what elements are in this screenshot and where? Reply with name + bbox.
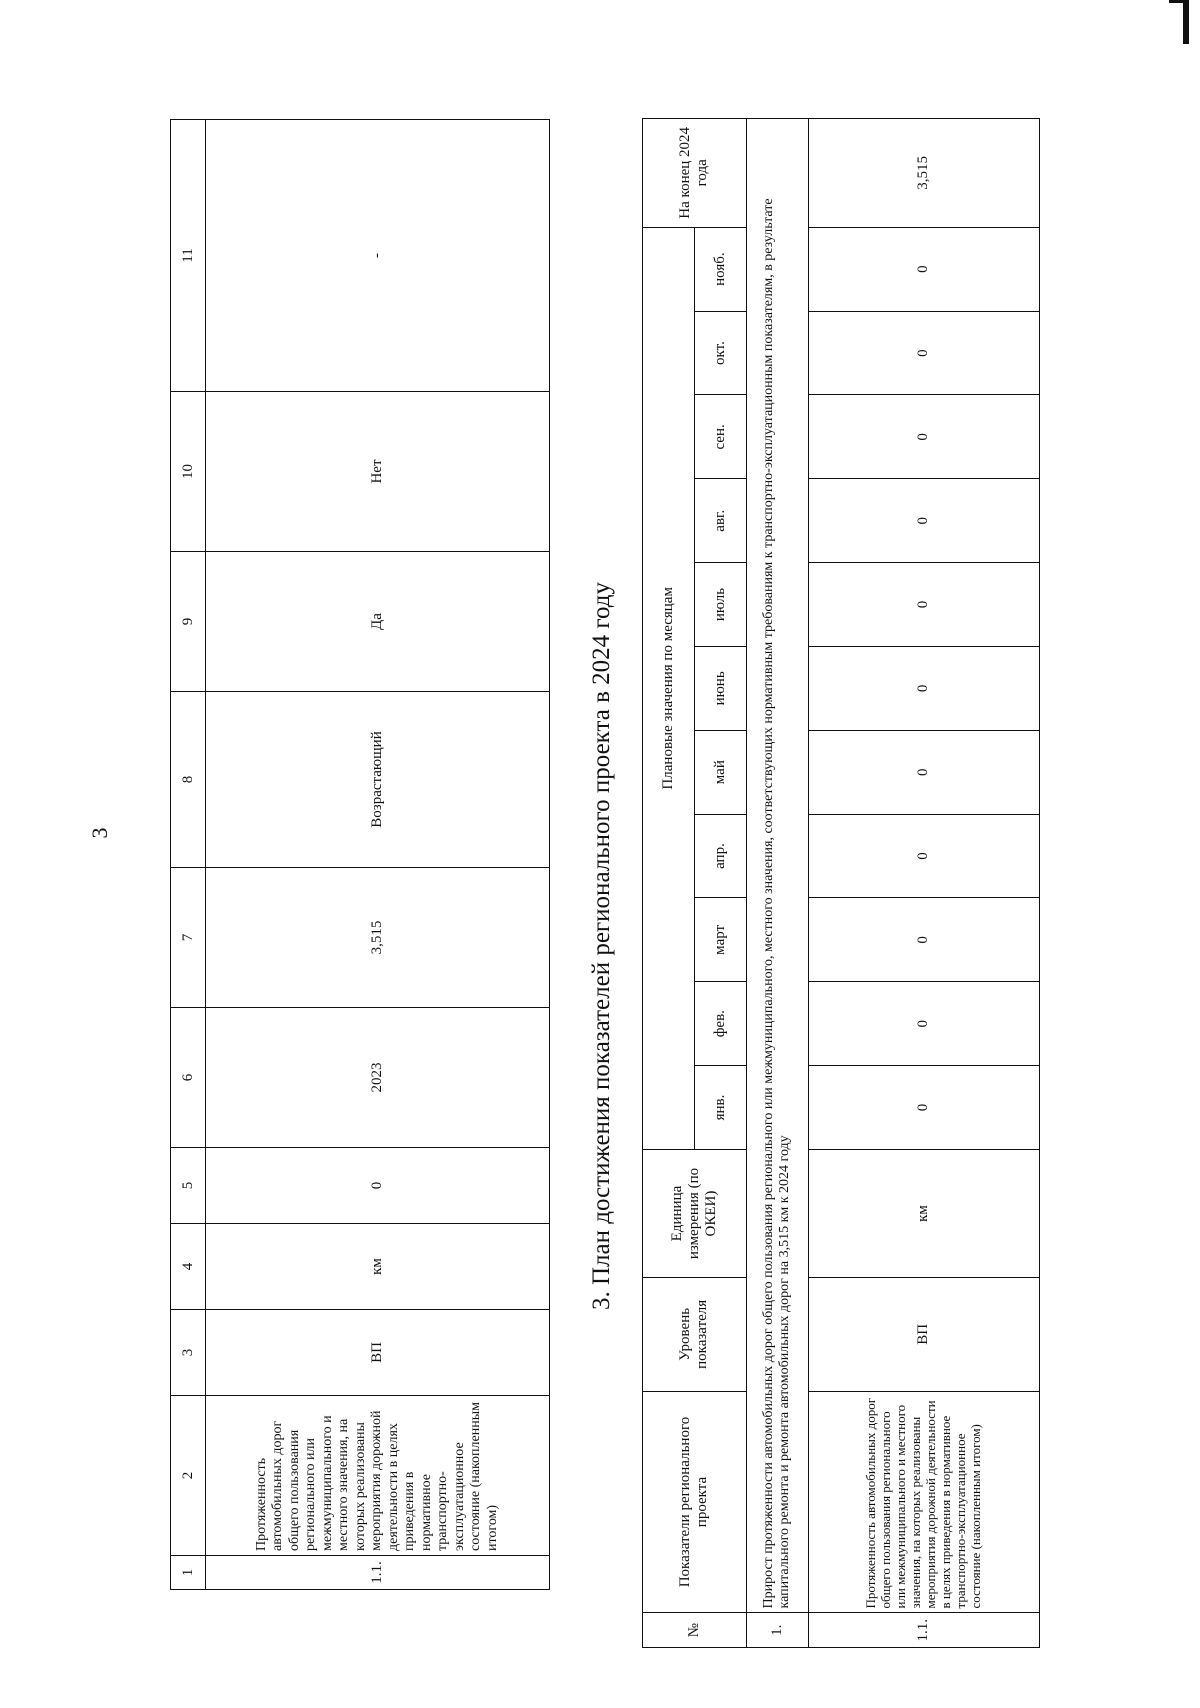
month-header: сен. xyxy=(694,395,746,479)
col-header-11: 11 xyxy=(171,120,206,392)
col9-value: Да xyxy=(206,552,550,692)
month-header: июнь xyxy=(694,646,746,730)
month-value: 0 xyxy=(808,730,1039,814)
indicator-unit: км xyxy=(206,1224,550,1310)
year-end-value: 3,515 xyxy=(808,119,1039,228)
indicator-table-continuation xyxy=(170,120,550,1590)
col10-value: Нет xyxy=(206,392,550,552)
page-corner-mark xyxy=(1183,0,1189,44)
month-value: 0 xyxy=(808,1066,1039,1150)
indicator-name: Протяженность автомобильных дорог общего пользования регионального или межмуниципального и местного значения, на которых реализованы мероприятия дорожной деятельности в целях приведения в нормативное транспортно-эксплуатационное состояние (накопленным итогом) xyxy=(808,1391,1039,1613)
col-header-5: 5 xyxy=(171,1148,206,1224)
month-header: июль xyxy=(694,563,746,647)
month-value: 0 xyxy=(808,563,1039,647)
month-header: янв. xyxy=(694,1066,746,1150)
col-header-4: 4 xyxy=(171,1224,206,1310)
col-header-8: 8 xyxy=(171,692,206,868)
section-title: 3. План достижения показателей регионального проекта в 2024 году xyxy=(588,581,615,1310)
section-heading-container xyxy=(588,410,628,1310)
col11-value: - xyxy=(206,120,550,392)
month-value: 0 xyxy=(808,646,1039,730)
month-value: 0 xyxy=(808,898,1039,982)
row-number: 1.1. xyxy=(808,1613,1039,1648)
month-value: 0 xyxy=(808,814,1039,898)
header-monthly: Плановые значения по месяцам xyxy=(643,227,695,1149)
col-header-2: 2 xyxy=(171,1396,206,1556)
month-header: авг. xyxy=(694,479,746,563)
base-value: 0 xyxy=(206,1148,550,1224)
col-header-10: 10 xyxy=(171,392,206,552)
month-header: апр. xyxy=(694,814,746,898)
header-indicator: Показатели регионального проекта xyxy=(643,1391,747,1613)
month-value: 0 xyxy=(808,311,1039,395)
month-header: май xyxy=(694,730,746,814)
month-value: 0 xyxy=(808,227,1039,311)
header-unit: Единица измерения (по ОКЕИ) xyxy=(643,1149,747,1277)
month-value: 0 xyxy=(808,982,1039,1066)
month-header: фев. xyxy=(694,982,746,1066)
month-header: нояб. xyxy=(694,227,746,311)
month-header: март xyxy=(694,898,746,982)
page-number: 3 xyxy=(87,827,112,839)
target-value: 3,515 xyxy=(206,868,550,1008)
header-level: Уровень показателя xyxy=(643,1278,747,1391)
month-value: 0 xyxy=(808,479,1039,563)
col-header-9: 9 xyxy=(171,552,206,692)
col-header-1: 1 xyxy=(171,1556,206,1590)
indicator-unit: км xyxy=(808,1149,1039,1277)
col-header-7: 7 xyxy=(171,868,206,1008)
month-value: 0 xyxy=(808,395,1039,479)
indicator-level: ВП xyxy=(808,1278,1039,1391)
month-header: окт. xyxy=(694,311,746,395)
goal-description: Прирост протяженности автомобильных дорог общего пользования регионального или межмуниципального, местного значения, соответствующих нормативным требованиям к транспортно-эксплуатационным показателям, в результате капитального ремонта и ремонта автомобильных дорог на 3,515 км к 2024 году xyxy=(746,119,808,1613)
base-year: 2023 xyxy=(206,1008,550,1148)
goal-number: 1. xyxy=(746,1613,808,1648)
col-header-3: 3 xyxy=(171,1310,206,1396)
header-year-end: На конец 2024 года xyxy=(643,119,747,228)
row-number: 1.1. xyxy=(206,1556,550,1590)
col-header-6: 6 xyxy=(171,1008,206,1148)
indicator-type: Возрастающий xyxy=(206,692,550,868)
plan-table xyxy=(642,118,1040,1648)
header-number: № xyxy=(643,1613,747,1648)
indicator-name: Протяженность автомобильных дорог общего пользования регионального или межмуниципального и местного значения, на которых реализованы мероприятия дорожной деятельности в целях приведения в нормативное транспортно-эксплуатационное состояние (накопленным итогом) xyxy=(206,1396,550,1556)
indicator-level: ВП xyxy=(206,1310,550,1396)
